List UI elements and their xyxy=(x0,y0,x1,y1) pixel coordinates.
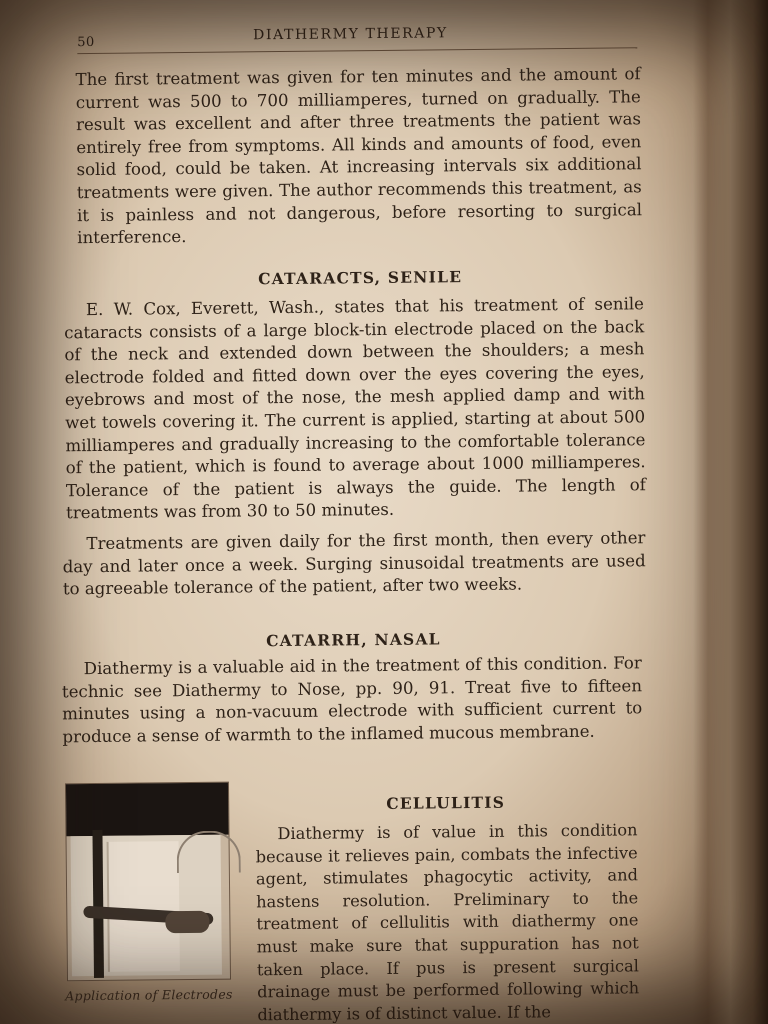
intro-paragraph: The first treatment was given for ten minutes and the amount of current was 500 to 700 milliamperes, turned on gradually. The result was excellent and after three treatments the patient was entirely free from symptoms. All kinds and amounts of food, even solid food, could be taken. At increasing intervals six additional treatments were given. The author recommends this treatment, as it is painless and not dangerous, before resorting to surgical interference. xyxy=(75,64,643,248)
running-head xyxy=(77,23,637,54)
electrode-stand-image xyxy=(92,830,104,978)
cellulitis-paragraph: Diathermy is of value in this condition because it relieves pain, combats the infective agent, stimulates phagocytic activity, and hastens resolution. Preliminary to the treatment of cellulitis with diathermy one must make sure that suppuration has not taken place. If pus is present surgical drainage must be performed following which diathermy is of distinct value. If the xyxy=(255,820,640,1024)
cataracts-paragraph-1: E. W. Cox, Everett, Wash., states that his treatment of senile cataracts consists of a large block-tin electrode placed on the back of the neck and extended down between the shoulders; a mesh electrode folded and fitted down over the eyes covering the eyes, eyebrows and most of the nose, the mesh applied damp and with wet towels covering it. The current is applied, starting at about 500 milliamperes and gradually increasing to the comfortable tolerance of the patient, which is found to average about 1000 milliamperes. Tolerance of the patient is always the guide. The length of treatments was from 30 to 50 minutes. xyxy=(64,294,646,523)
figure-caption: Application of Electrodes xyxy=(65,986,233,1004)
electrode-photo xyxy=(65,782,231,982)
book-spine xyxy=(693,0,768,1024)
page-number: 50 xyxy=(77,34,95,51)
electrode-image xyxy=(165,911,209,933)
catarrh-paragraph: Diathermy is a valuable aid in the treatment of this condition. For technic see Diathermy to Nose, pp. 90, 91. Treat five to fifteen minutes using a non-vacuum electrode with sufficient current to produce a sense of warmth to the inflamed mucous membrane. xyxy=(61,653,643,747)
cataracts-heading: CATARACTS, SENILE xyxy=(258,267,463,289)
mesh-electrode-image xyxy=(107,841,180,972)
figure-background xyxy=(66,783,229,837)
cataracts-paragraph-2: Treatments are given daily for the first month, then every other day and later once a week. Surging sinusoidal treatments are used to agreeable tolerance of the patient, after two weeks. xyxy=(62,528,646,599)
cellulitis-heading: CELLULITIS xyxy=(386,792,506,813)
running-head-title: DIATHERMY THERAPY xyxy=(253,25,448,44)
catarrh-heading: CATARRH, NASAL xyxy=(266,629,441,651)
